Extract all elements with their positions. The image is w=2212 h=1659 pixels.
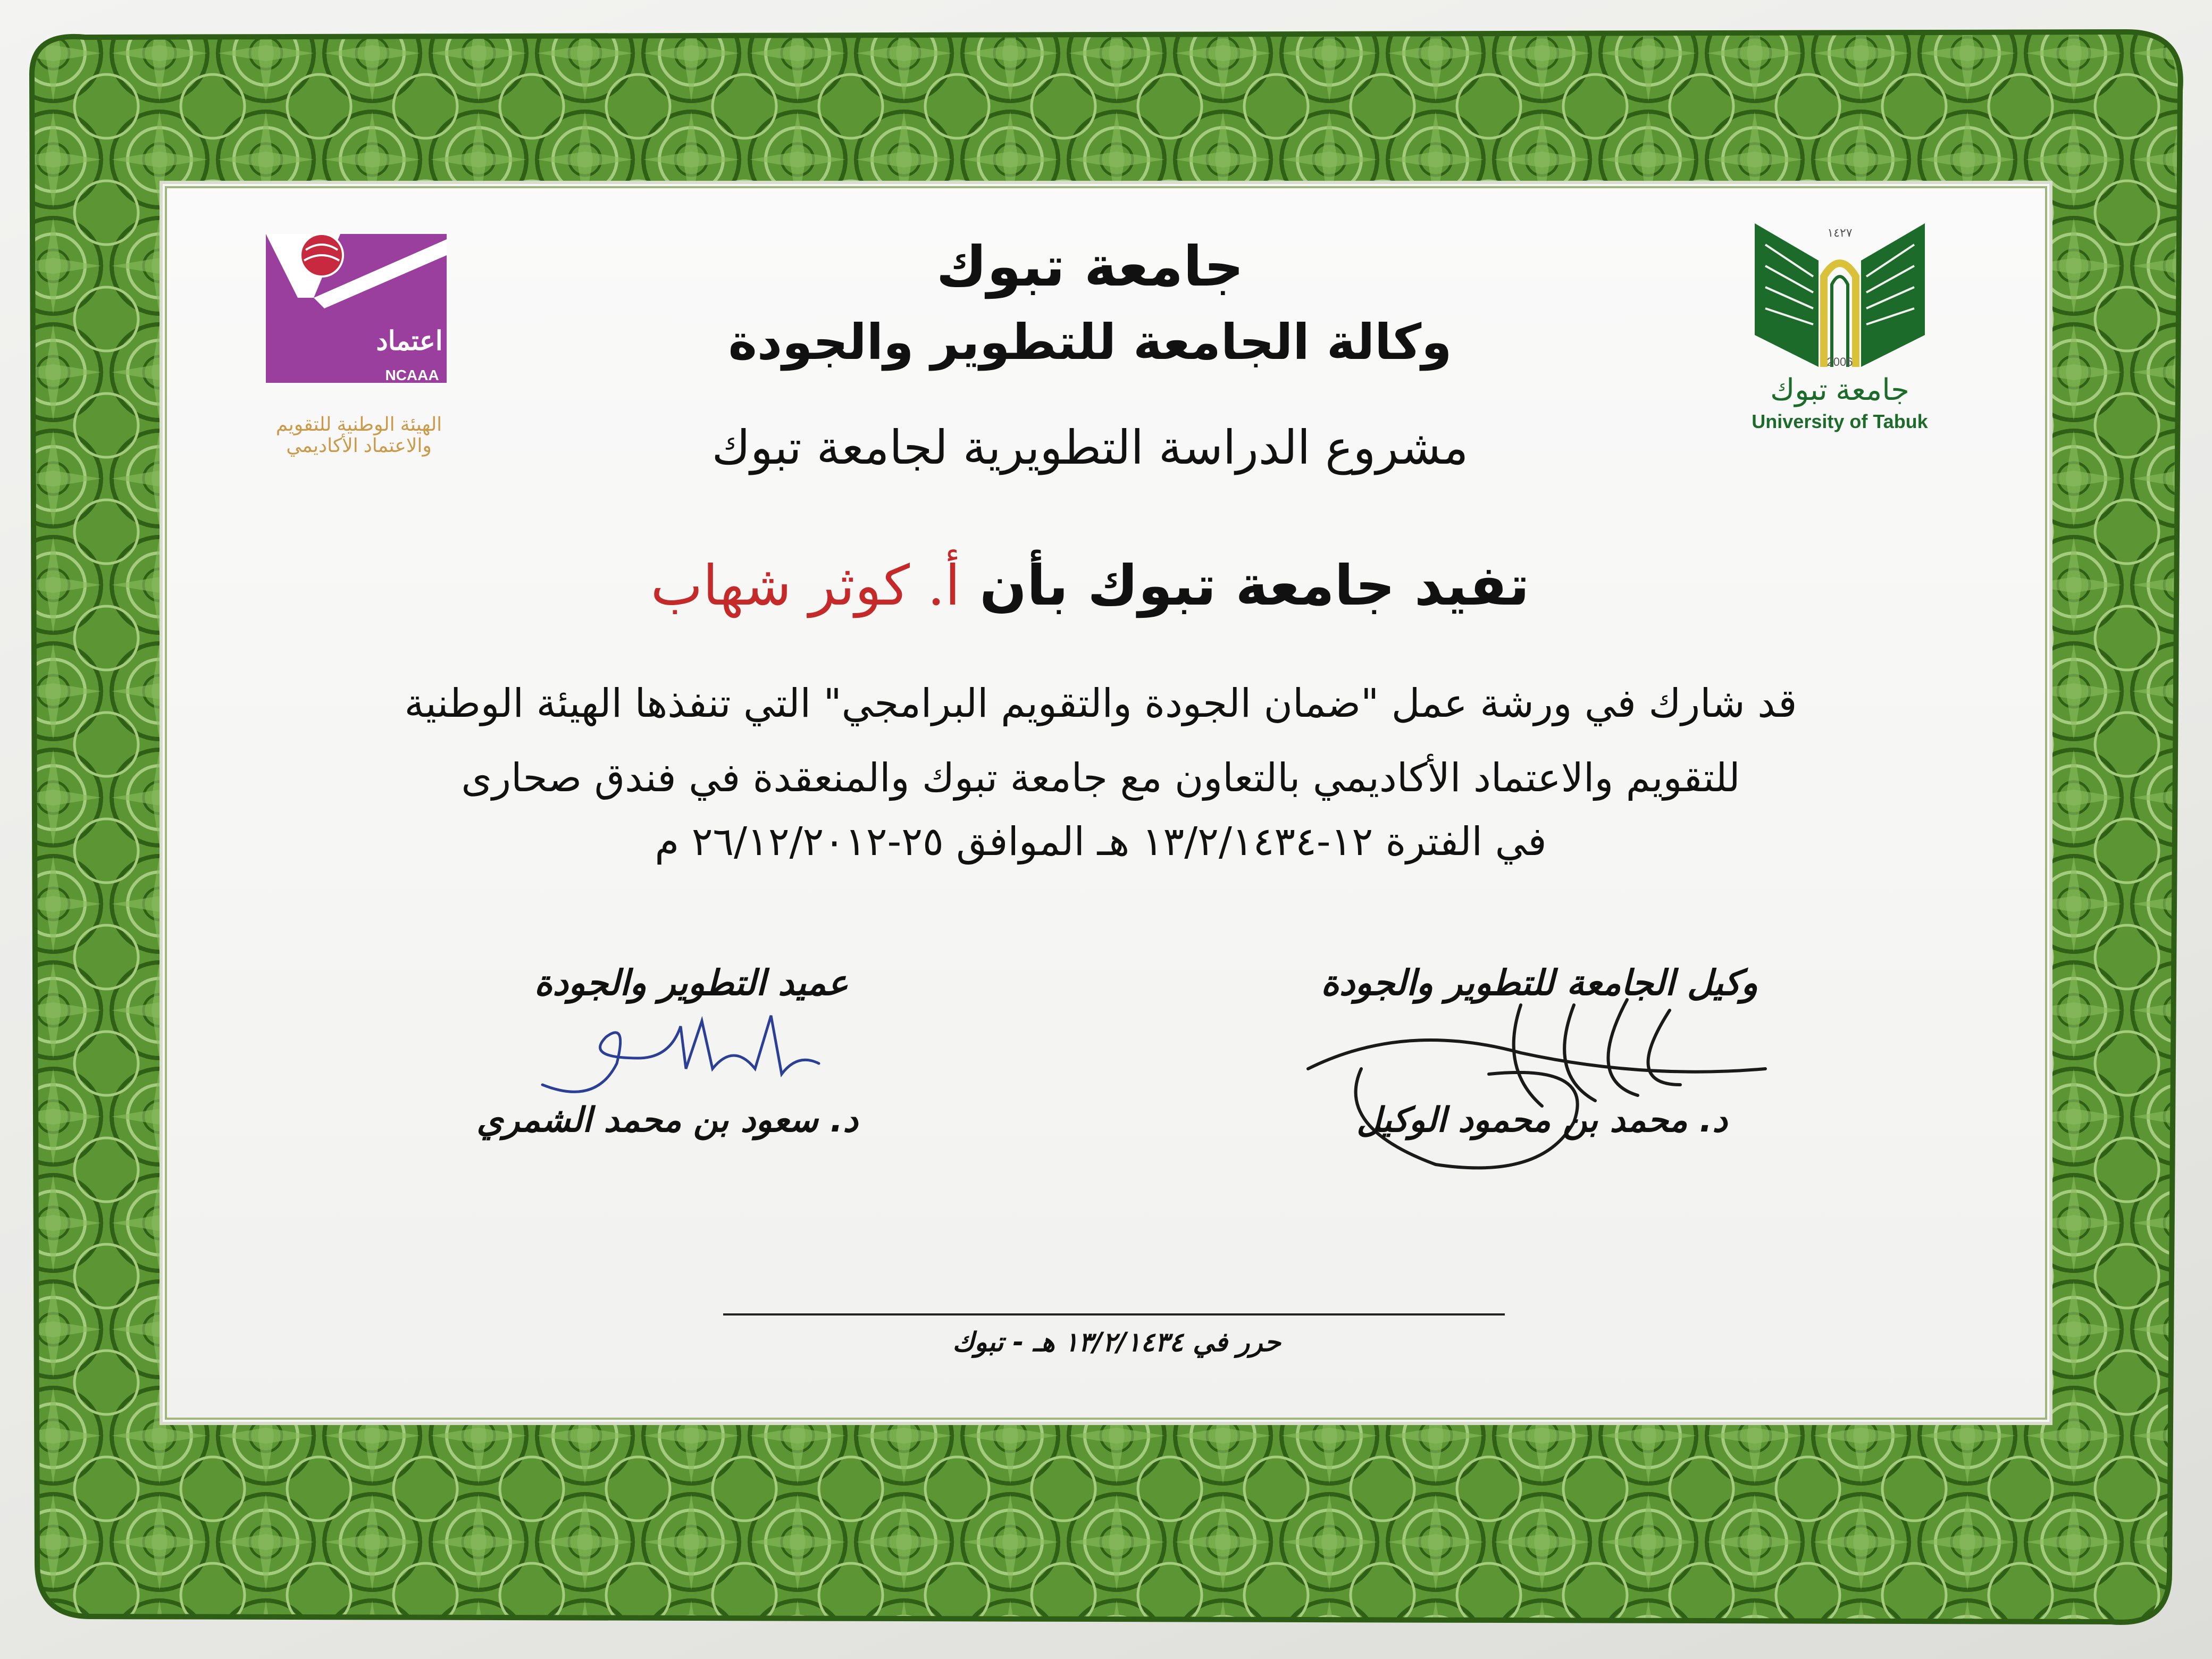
university-title: جامعة تبوك xyxy=(936,234,1244,299)
ncaaa-logo-arabic-name: الهيئة الوطنية للتقويم والاعتماد الأكاديمي xyxy=(275,413,442,456)
tabuk-logo-english-name: University of Tabuk xyxy=(1752,410,1928,432)
tabuk-logo-arabic-name: جامعة تبوك xyxy=(1770,373,1909,406)
issue-date-place: حرر في ١٣/٢/١٤٣٤ هـ - تبوك xyxy=(952,1327,1281,1358)
footer-divider xyxy=(723,1313,1505,1316)
certificate-statement xyxy=(479,553,1702,618)
body-line-3: في الفترة ١٢-١٣/٢/١٤٣٤ هـ الموافق ٢٥-٢٦/١٢/٢٠١٢ م xyxy=(655,819,1547,865)
ncaaa-logo-abbreviation: NCAAA xyxy=(385,367,439,383)
tabuk-logo-hijri-year: ١٤٢٧ xyxy=(1827,226,1853,239)
left-signatory-name: د. سعود بن محمد الشمري xyxy=(476,1101,858,1140)
body-line-2: للتقويم والاعتماد الأكاديمي بالتعاون مع جامعة تبوك والمنعقدة في فندق صحارى xyxy=(461,755,1740,801)
recipient-name: أ. كوثر شهاب xyxy=(650,553,960,618)
right-signatory-title: وكيل الجامعة للتطوير والجودة xyxy=(1321,962,1758,1003)
ncaaa-logo-word: اعتماد xyxy=(376,326,443,356)
certificate-lead-text: تفيد جامعة تبوك بأن xyxy=(979,553,1530,618)
right-signatory-name: د. محمد بن محمود الوكيل xyxy=(1356,1101,1728,1140)
agency-title: وكالة الجامعة للتطوير والجودة xyxy=(728,314,1452,371)
left-signatory-title: عميد التطوير والجودة xyxy=(534,962,849,1003)
right-signature xyxy=(1297,989,1787,1180)
tabuk-logo-gregorian-year: 2006 xyxy=(1826,355,1853,368)
left-signature xyxy=(532,1000,830,1117)
project-title: مشروع الدراسة التطويرية لجامعة تبوك xyxy=(711,420,1469,475)
body-line-1: قد شارك في ورشة عمل "ضمان الجودة والتقويم البرامجي" التي تنفذها الهيئة الوطنية xyxy=(404,681,1797,726)
